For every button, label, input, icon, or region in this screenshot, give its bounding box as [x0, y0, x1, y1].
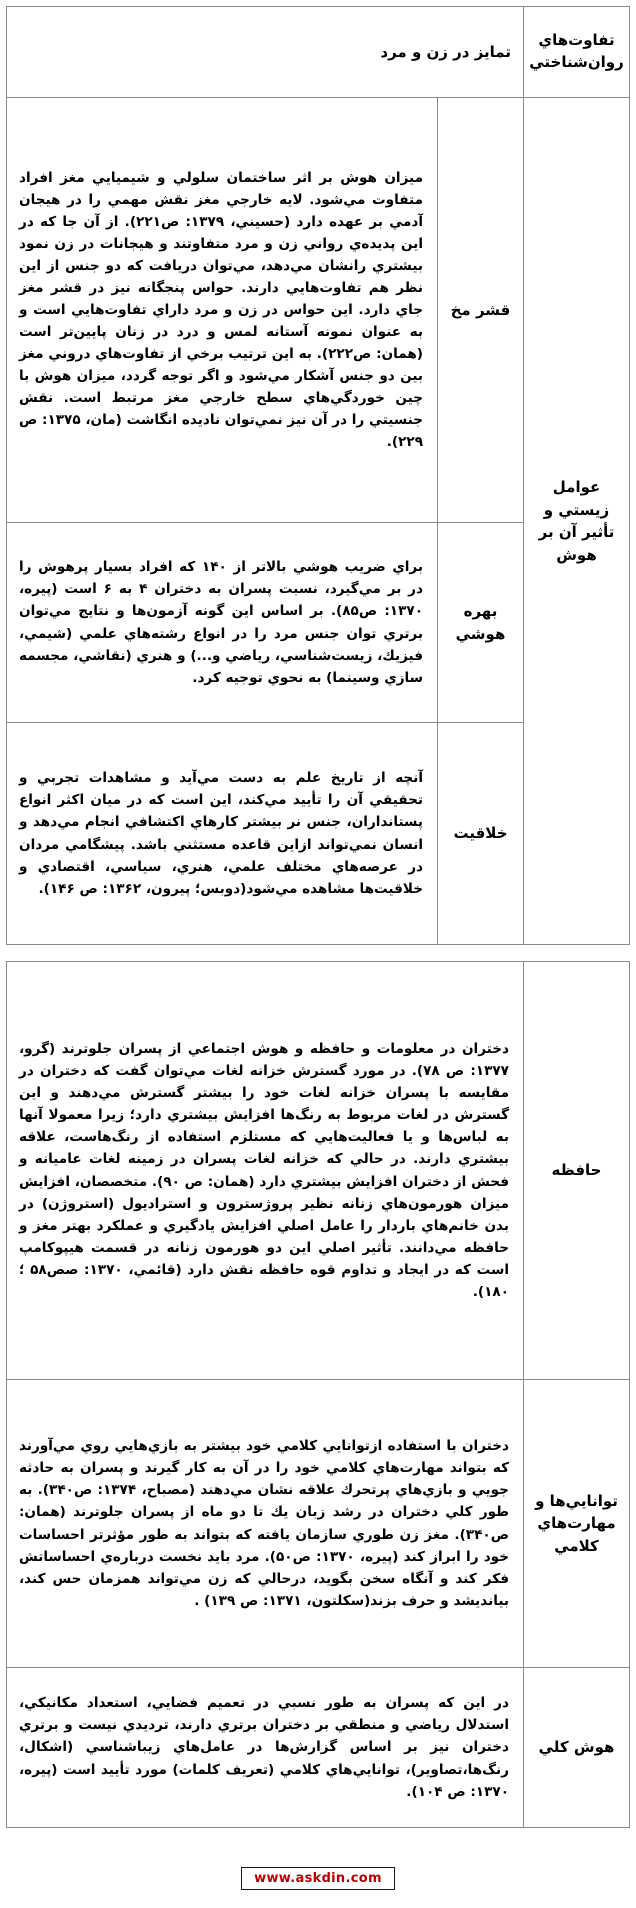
table-gap: [6, 945, 630, 961]
row-text-general-intelligence: در اين كه پسران به طور نسبي در تعميم فضايي، استعداد مكانيكي، استدلال رياضي و منطقي بر دختران برتري دارند، ترديدي نيست و برتري دختران نيز بر اساس گزارش‌ها در عامل‌هاي زيباشناسي (اشكال، رنگ‌ها،تصاوير)، توانايي‌هاي كلامي (تعريف كلمات) مورد تأييد است (پيره، ۱۳۷۰: ص ۱۰۴).: [7, 1668, 524, 1828]
row-text-memory: دختران در معلومات و حافظه و هوش اجتماعي از پسران جلوترند (گرو، ۱۳۷۷: ص ۷۸). در مورد گسترش خزانه لغات مي‌توان گفت كه دختران در مقايسه با پسران خزانه لغات خود را بيشتر گسترش مي‌دهند و اين گسترش در لغات مربوط به رنگ‌ها افزايش بيشتري دارد؛ زيرا معمولا آنها به لباس‌ها و يا فعاليت‌هايي كه مستلزم استفاده از رنگ‌هاست، علاقه بيشتري دارند. در حالي كه خزانه لغات پسران در زمينه لغات عاميانه و فحش از دختران افزايش بيشتري دارد (همان: ص ۹۰). متخصصان، افزايش ميزان هورمون‌هاي زنانه نظير پروژسترون و استراديول (استروژن) در بدن خانم‌هاي باردار را عامل اصلي افزايش يادگيري و عملكرد بهتر مغز و حافظه مي‌دانند. تأثير اصلي اين دو هورمون زنانه در قسمت هيپوكامپ است كه در ايجاد و تداوم قوه حافظه نقش دارد (قائمي، ۱۳۷۰: صص۵۸ ؛ ۱۸۰).: [7, 962, 524, 1380]
comparison-table-top: [6, 6, 630, 945]
section-category-biological: عوامل زيستي و تأثير آن بر هوش: [524, 98, 630, 945]
comparison-table-bottom: [6, 961, 630, 1828]
header-topic: تمایز در زن و مرد: [7, 7, 524, 98]
row-label-verbal: توانايي‌ها و مهارت‌هاي كلامي: [524, 1380, 630, 1668]
header-category: تفاوت‌هاي روان‌شناختي: [524, 7, 630, 98]
footer: [6, 1867, 630, 1890]
row-label-creativity: خلاقيت: [438, 723, 524, 945]
row-text-verbal: دختران با استفاده ازتوانايي كلامي خود بيشتر به بازي‌هايي روي مي‌آورند كه بتواند مهارت‌هاي كلامي خود را در آن به كار گيرند و پسران به حادثه جويي و بازي‌هاي پرتحرك علاقه نشان مي‌دهند (مصباح، ۱۳۷۴: ص۳۴۰). به طور كلي دختران در رشد زبان يك تا دو ماه از پسران جلوترند (همان: ص۳۴۰). مغز زن طوري سازمان يافته كه بتواند به طور مؤثرتر احساسات خود را ابراز كند (پيره، ۱۳۷۰: ص۵۰). مرد بايد نخست درباره‌ي احساساتش فكر كند و آنگاه سخن بگويد، درحالي كه زن مي‌تواند همزمان حس كند، بيانديشد و حرف بزند(سكلتون، ۱۳۷۱: ص ۱۳۹) .: [7, 1380, 524, 1668]
row-text-iq: براي ضريب هوشي بالاتر از ۱۴۰ كه افراد بسيار پرهوش را در بر مي‌گيرد، نسبت پسران به دختران ۴ به ۶ است (پيره، ۱۳۷۰: ص۸۵). بر اساس اين گونه آزمون‌ها و نتايج مي‌توان برتري توان جنس مرد را در انواع رشته‌هاي علمي (شيمي، فيزيك، زيست‌شناسي، رياضي و...) و هنري (نقاشي، مجسمه سازي وسينما) به نحوي توجيه كرد.: [7, 523, 438, 723]
row-text-cortex: ميزان هوش بر اثر ساختمان سلولي و شيميايي مغز افراد متفاوت مي‌شود. لايه خارجي مغز نقش مهمي را در هيجان آدمي بر عهده دارد (حسيني، ۱۳۷۹: ص۲۲۱). از آن جا كه در اين پديده‌ي رواني زن و مرد متفاوتند و هيجانات در زن نمود بيشتري رانشان مي‌دهد، مي‌توان دريافت كه دو جنس از اين نظر هم تفاوت‌هايي دارند. حواس پنجگانه نيز در قشر مغز جاي دارد. اين حواس در زن و مرد داراي تفاوت‌هايي است و به عنوان نمونه آستانه لمس و درد در زنان پايين‌تر است (همان: ص۲۲۲). به اين ترتيب برخي از تفاوت‌هاي دروني مغز بين دو جنس آشكار مي‌شود و اگر توجه گردد، ميزان هوش با چين خوردگي‌هاي سطح خارجي مغز مرتبط است. نقش جنسيتي را در آن نيز نمي‌توان ناديده انگاشت (مان، ۱۳۷۵: ص ۲۲۹).: [7, 98, 438, 523]
row-label-iq: بهره هوشي: [438, 523, 524, 723]
site-watermark-link[interactable]: www.askdin.com: [241, 1867, 395, 1890]
row-label-memory: حافظه: [524, 962, 630, 1380]
header-row: [7, 7, 630, 98]
row-label-cortex: قشر مخ: [438, 98, 524, 523]
table-row: [7, 1380, 630, 1668]
row-text-creativity: آنچه از تاريخ علم به دست مي‌آيد و مشاهدات تجربي و تحقيقي آن را تأييد مي‌كند، اين است كه در ميان اكثر انواع پستانداران، جنس نر بيشتر كارهاي اكتشافي انجام مي‌دهد و انسان نمي‌تواند ازاين قاعده مستثني باشد. پيشگامي مردان در عرصه‌هاي مختلف علمي، هنري، سياسي، اقتصادي و خلاقيت‌ها مشاهده مي‌شود(دوبس؛ پيرون، ۱۳۶۲: ص ۱۴۶).: [7, 723, 438, 945]
table-row: [7, 1668, 630, 1828]
table-row: [7, 962, 630, 1380]
page: [6, 6, 630, 1902]
table-row: [7, 98, 630, 523]
row-label-general-intelligence: هوش كلي: [524, 1668, 630, 1828]
